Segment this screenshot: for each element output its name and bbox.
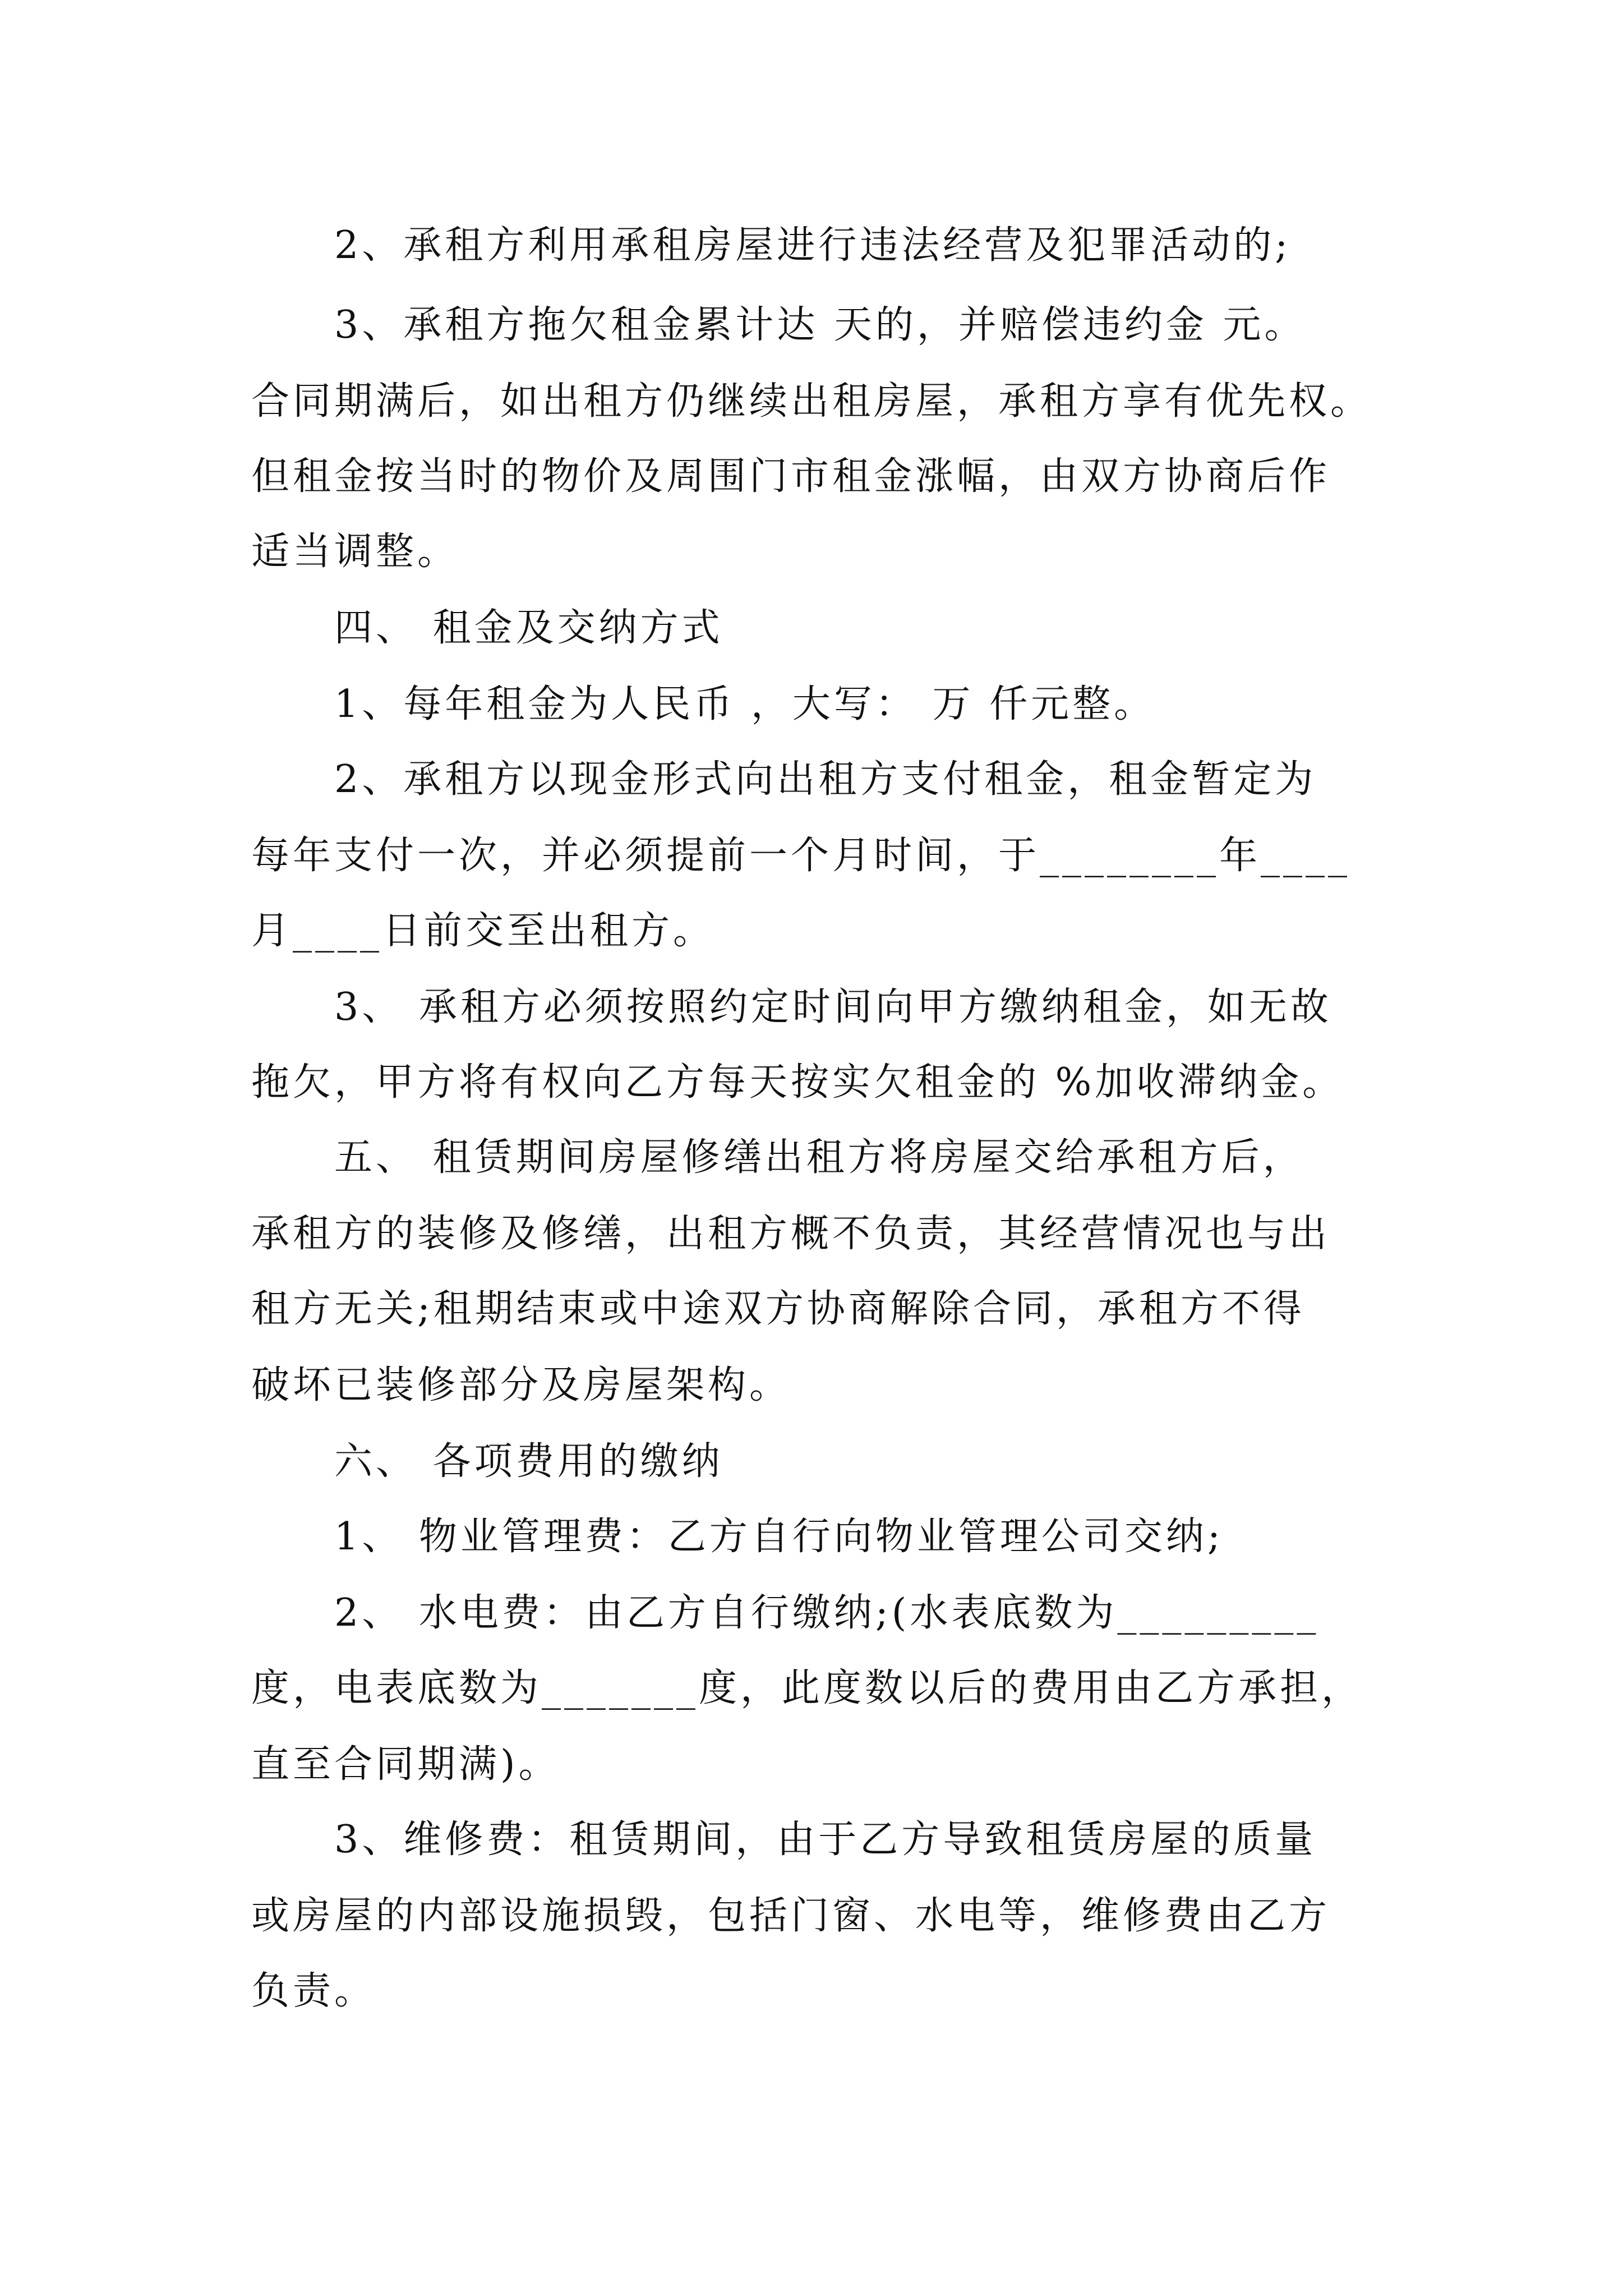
paragraph-line: 或房屋的内部设施损毁，包括门窗、水电等，维修费由乙方 [251,1894,1331,1938]
paragraph-line: 租方无关;租期结束或中途双方协商解除合同，承租方不得 [251,1287,1305,1331]
paragraph-line: 每年支付一次，并必须提前一个月时间，于________年____ [251,834,1351,878]
paragraph-line: 拖欠，甲方将有权向乙方每天按实欠租金的 %加收滞纳金。 [251,1060,1344,1105]
paragraph-line: 1、 物业管理费：乙方自行向物业管理公司交纳; [334,1515,1224,1559]
paragraph-line: 3、承租方拖欠租金累计达 天的，并赔偿违约金 元。 [334,303,1306,347]
paragraph-line: 3、维修费：租赁期间，由于乙方导致租赁房屋的质量 [334,1818,1317,1862]
paragraph-line: 1、每年租金为人民币 ，大写： 万 仟元整。 [334,682,1156,726]
section-heading: 六、 各项费用的缴纳 [334,1439,723,1484]
paragraph-line: 承租方的装修及修缮，出租方概不负责，其经营情况也与出 [251,1212,1331,1256]
paragraph-line: 3、 承租方必须按照约定时间向甲方缴纳租金，如无故 [334,985,1332,1029]
section-heading: 五、 租赁期间房屋修缮出租方将房屋交给承租方后， [334,1135,1304,1180]
paragraph-line: 破坏已装修部分及房屋架构。 [251,1363,791,1407]
paragraph-line: 2、承租方以现金形式向出租方支付租金，租金暂定为 [334,757,1317,802]
paragraph-line: 直至合同期满)。 [251,1742,560,1787]
paragraph-line: 月____日前交至出租方。 [251,909,715,953]
paragraph-line: 但租金按当时的物价及周围门市租金涨幅，由双方协商后作 [251,454,1331,499]
paragraph-line: 2、承租方利用承租房屋进行违法经营及犯罪活动的; [334,223,1292,268]
paragraph-line: 合同期满后，如出租方仍继续出租房屋，承租方享有优先权。 [251,379,1372,424]
paragraph-line: 2、 水电费：由乙方自行缴纳;(水表底数为_________ [334,1591,1320,1635]
paragraph-line: 适当调整。 [251,530,459,574]
paragraph-line: 负责。 [251,1969,376,2013]
paragraph-line: 度，电表底数为_______度，此度数以后的费用由乙方承担， [251,1666,1363,1710]
section-heading: 四、 租金及交纳方式 [334,606,723,650]
